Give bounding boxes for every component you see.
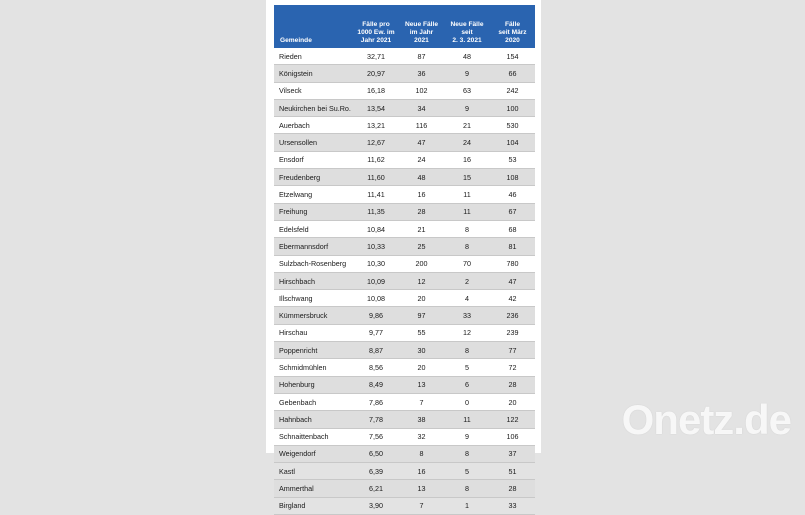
municipality-cell: Auerbach xyxy=(274,117,353,134)
cases-per-1000-cell: 3,90 xyxy=(353,497,399,514)
cases-since-march-2020-cell: 81 xyxy=(490,238,535,255)
table-row xyxy=(274,290,535,307)
municipality-cell: Freihung xyxy=(274,203,353,220)
municipality-cell: Etzelwang xyxy=(274,186,353,203)
municipality-cell: Ebermannsdorf xyxy=(274,238,353,255)
cases-since-march-2020-cell: 239 xyxy=(490,324,535,341)
cases-since-march-2020-cell: 104 xyxy=(490,134,535,151)
new-cases-2021-cell: 47 xyxy=(399,134,444,151)
new-cases-since-march-2-cell: 16 xyxy=(444,151,490,168)
table-row xyxy=(274,411,535,428)
new-cases-since-march-2-cell: 8 xyxy=(444,220,490,237)
table-row xyxy=(274,342,535,359)
new-cases-2021-cell: 28 xyxy=(399,203,444,220)
municipality-cell: Hirschau xyxy=(274,324,353,341)
new-cases-2021-cell: 7 xyxy=(399,497,444,514)
new-cases-since-march-2-cell: 1 xyxy=(444,497,490,514)
new-cases-2021-cell: 13 xyxy=(399,480,444,497)
cases-since-march-2020-cell: 154 xyxy=(490,48,535,65)
cases-per-1000-cell: 10,33 xyxy=(353,238,399,255)
new-cases-2021-cell: 25 xyxy=(399,238,444,255)
new-cases-since-march-2-cell: 2 xyxy=(444,272,490,289)
header-cases-per-1000: Fälle pro 1000 Ew. im Jahr 2021 xyxy=(353,5,399,48)
new-cases-2021-cell: 36 xyxy=(399,65,444,82)
municipality-cell: Kastl xyxy=(274,463,353,480)
new-cases-2021-cell: 21 xyxy=(399,220,444,237)
new-cases-since-march-2-cell: 8 xyxy=(444,238,490,255)
new-cases-2021-cell: 7 xyxy=(399,393,444,410)
table-row xyxy=(274,463,535,480)
table-row xyxy=(274,428,535,445)
cases-since-march-2020-cell: 122 xyxy=(490,411,535,428)
cases-since-march-2020-cell: 37 xyxy=(490,445,535,462)
cases-since-march-2020-cell: 42 xyxy=(490,290,535,307)
municipality-cell: Ensdorf xyxy=(274,151,353,168)
cases-since-march-2020-cell: 51 xyxy=(490,463,535,480)
cases-since-march-2020-cell: 67 xyxy=(490,203,535,220)
table-row xyxy=(274,169,535,186)
table-row xyxy=(274,272,535,289)
municipality-cell: Ammerthal xyxy=(274,480,353,497)
municipality-cell: Rieden xyxy=(274,48,353,65)
cases-per-1000-cell: 10,30 xyxy=(353,255,399,272)
cases-per-1000-cell: 8,49 xyxy=(353,376,399,393)
new-cases-2021-cell: 32 xyxy=(399,428,444,445)
municipality-cell: Hirschbach xyxy=(274,272,353,289)
table-row xyxy=(274,203,535,220)
cases-per-1000-cell: 11,41 xyxy=(353,186,399,203)
cases-per-1000-cell: 9,86 xyxy=(353,307,399,324)
cases-per-1000-cell: 6,50 xyxy=(353,445,399,462)
municipality-cell: Sulzbach-Rosenberg xyxy=(274,255,353,272)
municipality-cell: Königstein xyxy=(274,65,353,82)
municipality-cell: Freudenberg xyxy=(274,169,353,186)
cases-per-1000-cell: 8,87 xyxy=(353,342,399,359)
cases-per-1000-cell: 8,56 xyxy=(353,359,399,376)
new-cases-since-march-2-cell: 4 xyxy=(444,290,490,307)
cases-since-march-2020-cell: 108 xyxy=(490,169,535,186)
new-cases-since-march-2-cell: 21 xyxy=(444,117,490,134)
table-row xyxy=(274,99,535,116)
cases-table xyxy=(274,5,535,515)
municipality-cell: Ursensollen xyxy=(274,134,353,151)
cases-since-march-2020-cell: 242 xyxy=(490,82,535,99)
cases-since-march-2020-cell: 53 xyxy=(490,151,535,168)
municipality-cell: Weigendorf xyxy=(274,445,353,462)
new-cases-since-march-2-cell: 24 xyxy=(444,134,490,151)
cases-per-1000-cell: 12,67 xyxy=(353,134,399,151)
cases-per-1000-cell: 10,09 xyxy=(353,272,399,289)
table-row xyxy=(274,359,535,376)
cases-per-1000-cell: 16,18 xyxy=(353,82,399,99)
cases-per-1000-cell: 20,97 xyxy=(353,65,399,82)
new-cases-2021-cell: 38 xyxy=(399,411,444,428)
new-cases-since-march-2-cell: 9 xyxy=(444,65,490,82)
cases-since-march-2020-cell: 28 xyxy=(490,376,535,393)
new-cases-2021-cell: 102 xyxy=(399,82,444,99)
cases-since-march-2020-cell: 46 xyxy=(490,186,535,203)
table-row xyxy=(274,117,535,134)
cases-since-march-2020-cell: 530 xyxy=(490,117,535,134)
new-cases-since-march-2-cell: 11 xyxy=(444,186,490,203)
municipality-cell: Hohenburg xyxy=(274,376,353,393)
cases-since-march-2020-cell: 20 xyxy=(490,393,535,410)
new-cases-since-march-2-cell: 63 xyxy=(444,82,490,99)
cases-per-1000-cell: 7,78 xyxy=(353,411,399,428)
cases-per-1000-cell: 7,56 xyxy=(353,428,399,445)
cases-since-march-2020-cell: 68 xyxy=(490,220,535,237)
municipality-cell: Hahnbach xyxy=(274,411,353,428)
header-cases-since-march-2020: Fälle seit März 2020 xyxy=(490,5,535,48)
table-row xyxy=(274,65,535,82)
municipality-cell: Gebenbach xyxy=(274,393,353,410)
new-cases-since-march-2-cell: 70 xyxy=(444,255,490,272)
cases-since-march-2020-cell: 33 xyxy=(490,497,535,514)
table-row xyxy=(274,186,535,203)
new-cases-2021-cell: 13 xyxy=(399,376,444,393)
table-row xyxy=(274,445,535,462)
table-row xyxy=(274,238,535,255)
new-cases-2021-cell: 97 xyxy=(399,307,444,324)
new-cases-2021-cell: 12 xyxy=(399,272,444,289)
new-cases-2021-cell: 24 xyxy=(399,151,444,168)
new-cases-since-march-2-cell: 8 xyxy=(444,342,490,359)
new-cases-2021-cell: 200 xyxy=(399,255,444,272)
table-row xyxy=(274,497,535,514)
cases-per-1000-cell: 11,35 xyxy=(353,203,399,220)
table-row xyxy=(274,220,535,237)
table-row xyxy=(274,480,535,497)
municipality-cell: Schnaittenbach xyxy=(274,428,353,445)
new-cases-since-march-2-cell: 15 xyxy=(444,169,490,186)
municipality-cell: Neukirchen bei Su.Ro. xyxy=(274,99,353,116)
cases-since-march-2020-cell: 100 xyxy=(490,99,535,116)
table-row xyxy=(274,48,535,65)
new-cases-2021-cell: 34 xyxy=(399,99,444,116)
new-cases-since-march-2-cell: 9 xyxy=(444,428,490,445)
cases-per-1000-cell: 13,54 xyxy=(353,99,399,116)
header-new-cases-since-march-2: Neue Fälle seit 2. 3. 2021 xyxy=(444,5,490,48)
cases-since-march-2020-cell: 66 xyxy=(490,65,535,82)
table-row xyxy=(274,376,535,393)
cases-per-1000-cell: 32,71 xyxy=(353,48,399,65)
municipality-cell: Birgland xyxy=(274,497,353,514)
cases-per-1000-cell: 11,62 xyxy=(353,151,399,168)
table-row xyxy=(274,307,535,324)
municipality-cell: Edelsfeld xyxy=(274,220,353,237)
table-row xyxy=(274,255,535,272)
new-cases-since-march-2-cell: 9 xyxy=(444,99,490,116)
cases-per-1000-cell: 9,77 xyxy=(353,324,399,341)
table-row xyxy=(274,151,535,168)
cases-since-march-2020-cell: 47 xyxy=(490,272,535,289)
cases-per-1000-cell: 7,86 xyxy=(353,393,399,410)
municipality-cell: Vilseck xyxy=(274,82,353,99)
cases-since-march-2020-cell: 72 xyxy=(490,359,535,376)
new-cases-since-march-2-cell: 12 xyxy=(444,324,490,341)
new-cases-since-march-2-cell: 33 xyxy=(444,307,490,324)
onetz-watermark: Onetz.de xyxy=(621,396,791,443)
cases-since-march-2020-cell: 106 xyxy=(490,428,535,445)
municipality-cell: Kümmersbruck xyxy=(274,307,353,324)
cases-per-1000-cell: 6,39 xyxy=(353,463,399,480)
new-cases-since-march-2-cell: 8 xyxy=(444,445,490,462)
new-cases-since-march-2-cell: 0 xyxy=(444,393,490,410)
new-cases-since-march-2-cell: 6 xyxy=(444,376,490,393)
cases-per-1000-cell: 10,08 xyxy=(353,290,399,307)
new-cases-since-march-2-cell: 5 xyxy=(444,463,490,480)
document-page xyxy=(266,0,541,511)
cases-per-1000-cell: 10,84 xyxy=(353,220,399,237)
table-row xyxy=(274,82,535,99)
new-cases-since-march-2-cell: 48 xyxy=(444,48,490,65)
cases-since-march-2020-cell: 77 xyxy=(490,342,535,359)
new-cases-2021-cell: 55 xyxy=(399,324,444,341)
municipality-cell: Schmidmühlen xyxy=(274,359,353,376)
new-cases-2021-cell: 16 xyxy=(399,463,444,480)
header-municipality: Gemeinde xyxy=(274,5,353,48)
table-row xyxy=(274,324,535,341)
table-header-row xyxy=(274,5,535,48)
new-cases-2021-cell: 8 xyxy=(399,445,444,462)
new-cases-2021-cell: 48 xyxy=(399,169,444,186)
new-cases-2021-cell: 116 xyxy=(399,117,444,134)
new-cases-2021-cell: 20 xyxy=(399,290,444,307)
cases-since-march-2020-cell: 780 xyxy=(490,255,535,272)
table-row xyxy=(274,134,535,151)
municipality-cell: Illschwang xyxy=(274,290,353,307)
cases-since-march-2020-cell: 236 xyxy=(490,307,535,324)
municipality-cell: Poppenricht xyxy=(274,342,353,359)
new-cases-since-march-2-cell: 11 xyxy=(444,411,490,428)
header-new-cases-2021: Neue Fälle im Jahr 2021 xyxy=(399,5,444,48)
new-cases-since-march-2-cell: 11 xyxy=(444,203,490,220)
cases-per-1000-cell: 13,21 xyxy=(353,117,399,134)
cases-per-1000-cell: 11,60 xyxy=(353,169,399,186)
cases-per-1000-cell: 6,21 xyxy=(353,480,399,497)
new-cases-2021-cell: 87 xyxy=(399,48,444,65)
new-cases-since-march-2-cell: 8 xyxy=(444,480,490,497)
new-cases-2021-cell: 30 xyxy=(399,342,444,359)
table-row xyxy=(274,393,535,410)
cases-since-march-2020-cell: 28 xyxy=(490,480,535,497)
new-cases-since-march-2-cell: 5 xyxy=(444,359,490,376)
new-cases-2021-cell: 16 xyxy=(399,186,444,203)
new-cases-2021-cell: 20 xyxy=(399,359,444,376)
